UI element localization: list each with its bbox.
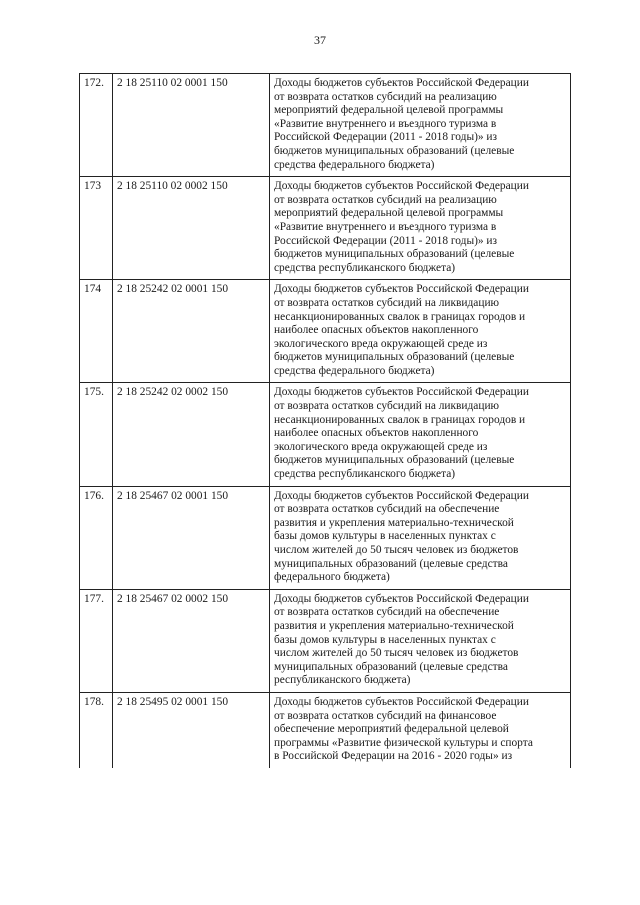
description-line: республиканского бюджета) — [274, 674, 411, 687]
table-row — [80, 589, 571, 692]
description-line: базы домов культуры в населенных пунктах с — [274, 633, 496, 646]
table-body — [80, 74, 571, 768]
budget-classification-code: 2 18 25242 02 0001 150 — [113, 280, 270, 383]
table-row — [80, 280, 571, 383]
description-line: «Развитие внутреннего и въездного туризма в — [274, 220, 497, 233]
row-number: 174 — [80, 280, 113, 383]
description-line: федерального бюджета) — [274, 571, 390, 584]
description-line: муниципальных образований (целевые средства — [274, 557, 508, 570]
description-line: от возврата остатков субсидий на финансовое — [274, 709, 497, 722]
income-description — [270, 74, 571, 177]
description-line: средства республиканского бюджета) — [274, 261, 456, 274]
budget-classification-code: 2 18 25467 02 0001 150 — [113, 486, 270, 589]
description-line: Доходы бюджетов субъектов Российской Федерации — [274, 180, 529, 193]
income-description — [270, 280, 571, 383]
description-line: от возврата остатков субсидий на обеспечение — [274, 606, 500, 619]
description-line: экологического вреда окружающей среде из — [274, 440, 488, 453]
description-line: Доходы бюджетов субъектов Российской Федерации — [274, 386, 529, 399]
budget-classification-code: 2 18 25495 02 0001 150 — [113, 692, 270, 767]
row-number: 172. — [80, 74, 113, 177]
description-line: развития и укрепления материально-технической — [274, 619, 514, 632]
page-number: 37 — [314, 33, 326, 47]
description-line: экологического вреда окружающей среде из — [274, 337, 488, 350]
description-line: Доходы бюджетов субъектов Российской Федерации — [274, 283, 529, 296]
row-number: 173 — [80, 177, 113, 280]
description-line: базы домов культуры в населенных пунктах с — [274, 530, 496, 543]
description-line: обеспечение мероприятий федеральной целевой — [274, 723, 509, 736]
budget-classification-code: 2 18 25110 02 0001 150 — [113, 74, 270, 177]
description-line: мероприятий федеральной целевой программы — [274, 207, 504, 220]
row-number: 178. — [80, 692, 113, 767]
description-line: числом жителей до 50 тысяч человек из бюджетов — [274, 544, 519, 556]
description-line: мероприятий федеральной целевой программы — [274, 104, 504, 117]
description-line: средства федерального бюджета) — [274, 158, 435, 171]
table-row — [80, 74, 571, 177]
budget-classification-code: 2 18 25242 02 0002 150 — [113, 383, 270, 486]
income-description — [270, 383, 571, 486]
table-row — [80, 692, 571, 767]
description-line: наиболее опасных объектов накопленного — [274, 324, 479, 337]
description-line: Доходы бюджетов субъектов Российской Федерации — [274, 489, 529, 502]
table-row — [80, 177, 571, 280]
income-description — [270, 177, 571, 280]
description-line: числом жителей до 50 тысяч человек из бюджетов — [274, 647, 519, 660]
table-row — [80, 383, 571, 486]
description-line: от возврата остатков субсидий на ликвидацию — [274, 296, 500, 309]
description-line: Доходы бюджетов субъектов Российской Федерации — [274, 695, 529, 708]
budget-classification-code: 2 18 25467 02 0002 150 — [113, 589, 270, 692]
description-line: средства республиканского бюджета) — [274, 468, 456, 481]
description-line: наиболее опасных объектов накопленного — [274, 427, 479, 440]
description-line: бюджетов муниципальных образований (целевые — [274, 144, 515, 157]
description-line: от возврата остатков субсидий на реализацию — [274, 90, 497, 103]
description-line: несанкционированных свалок в границах городов и — [274, 413, 526, 426]
description-line: в Российской Федерации на 2016 - 2020 годы» из — [274, 750, 513, 763]
income-codes-table — [79, 73, 571, 768]
description-line: от возврата остатков субсидий на обеспечение — [274, 503, 500, 516]
table-row — [80, 486, 571, 589]
description-line: несанкционированных свалок в границах городов и — [274, 310, 526, 323]
row-number: 175. — [80, 383, 113, 486]
description-line: Российской Федерации (2011 - 2018 годы)» из — [274, 234, 498, 247]
description-line: программы «Развитие физической культуры и спорта — [274, 736, 533, 749]
description-line: развития и укрепления материально-технической — [274, 516, 514, 529]
description-line: бюджетов муниципальных образований (целевые — [274, 248, 515, 261]
description-line: от возврата остатков субсидий на реализацию — [274, 193, 497, 206]
description-line: от возврата остатков субсидий на ликвидацию — [274, 400, 500, 413]
description-line: Доходы бюджетов субъектов Российской Федерации — [274, 77, 529, 89]
description-line: бюджетов муниципальных образований (целевые — [274, 351, 515, 364]
row-number: 176. — [80, 486, 113, 589]
description-line: Доходы бюджетов субъектов Российской Федерации — [274, 592, 529, 605]
row-number: 177. — [80, 589, 113, 692]
budget-classification-code: 2 18 25110 02 0002 150 — [113, 177, 270, 280]
description-line: Российской Федерации (2011 - 2018 годы)» из — [274, 131, 498, 144]
income-description — [270, 589, 571, 692]
description-line: средства федерального бюджета) — [274, 364, 435, 377]
description-line: муниципальных образований (целевые средства — [274, 660, 508, 673]
income-description — [270, 486, 571, 589]
income-description — [270, 692, 571, 767]
description-line: бюджетов муниципальных образований (целевые — [274, 454, 515, 467]
description-line: «Развитие внутреннего и въездного туризма в — [274, 117, 497, 130]
